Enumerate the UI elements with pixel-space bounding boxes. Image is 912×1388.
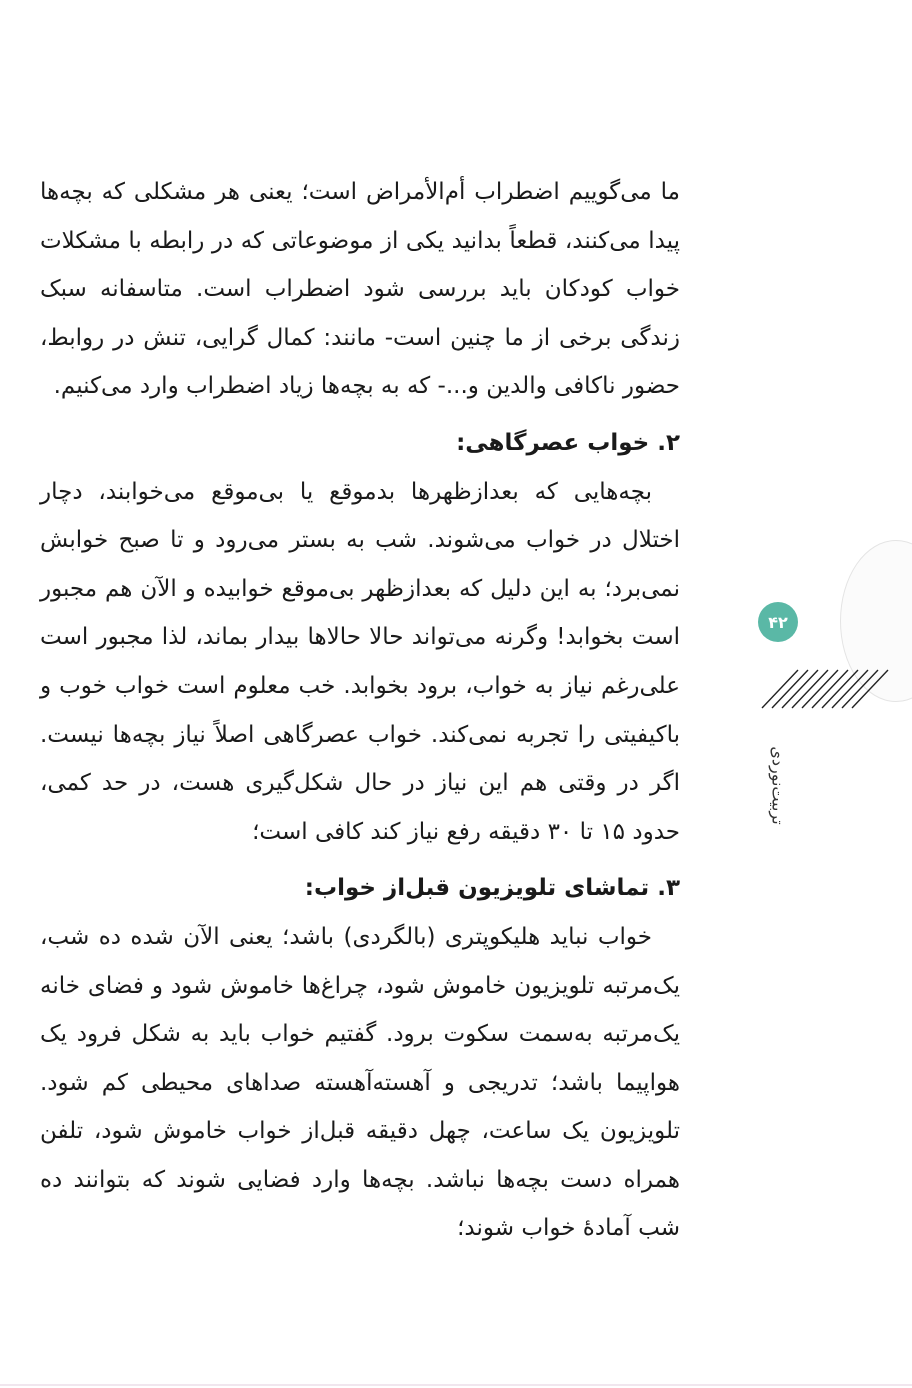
running-title-text: تربیت‌نوردی (768, 745, 788, 825)
paragraph-afternoon-sleep: بچه‌هایی که بعدازظهرها بدموقع یا بی‌موقع می‌خوابند، دچار اختلال در خواب می‌شوند. شب به بستر می‌رود و تا صبح خوابش نمی‌برد؛ به این دلیل که بعدازظهر بی‌موقع خوابیده و الآن هم مجبور است بخوابد! وگرنه می‌تواند حالا حالاها بیدار بماند، لذا مجبور است علی‌رغم نیاز به خواب، برود بخوابد. خب معلوم است خواب خوب و باکیفیتی را تجربه نمی‌کند. خواب عصرگاهی اصلاً نیاز بچه‌ها نیست. اگر در وقتی هم این نیاز در حال شکل‌گیری هست، در حد کمی، حدود ۱۵ تا ۳۰ دقیقه رفع نیاز کند کافی است؛ (40, 478, 680, 845)
paragraph-tv-before-sleep: خواب نباید هلیکوپتری (بالگردی) باشد؛ یعنی الآن شده ده شب، یک‌مرتبه تلویزیون خاموش شود، چراغ‌ها خاموش شود و فضای خانه یک‌مرتبه به‌سمت سکوت برود. گفتیم خواب باید به شکل فرود یک هواپیما باشد؛ تدریجی و آهسته‌آهسته صداهای محیطی کم شود. تلویزیون یک ساعت، چهل دقیقه قبل‌از خواب خاموش شود، تلفن همراه دست بچه‌ها نباشد. بچه‌ها وارد فضایی شوند که بتوانند ده شب آمادهٔ خواب شوند؛ (40, 923, 680, 1242)
heading-tv-before-sleep: ۳. تماشای تلویزیون قبل‌از خواب: (304, 875, 680, 902)
page-edge (0, 1384, 912, 1386)
heading-afternoon-sleep: ۲. خواب عصرگاهی: (456, 429, 680, 456)
body-text (40, 168, 680, 1253)
paragraph-anxiety: ما می‌گوییم اضطراب أم‌الأمراض است؛ یعنی هر مشکلی که بچه‌ها پیدا می‌کنند، قطعاً بدانید یکی از موضوعاتی که در رابطه با مشکلات خواب کودکان باید بررسی شود اضطراب است. متاسفانه سبک زندگی برخی از ما چنین است- مانند: کمال گرایی، تنش در روابط، حضور ناکافی والدین و...- که به بچه‌ها زیاد اضطراب وارد می‌کنیم. (40, 179, 680, 400)
hatch-decoration-icon (758, 668, 908, 710)
page-number: ۴۲ (758, 602, 798, 642)
running-title (748, 740, 808, 830)
